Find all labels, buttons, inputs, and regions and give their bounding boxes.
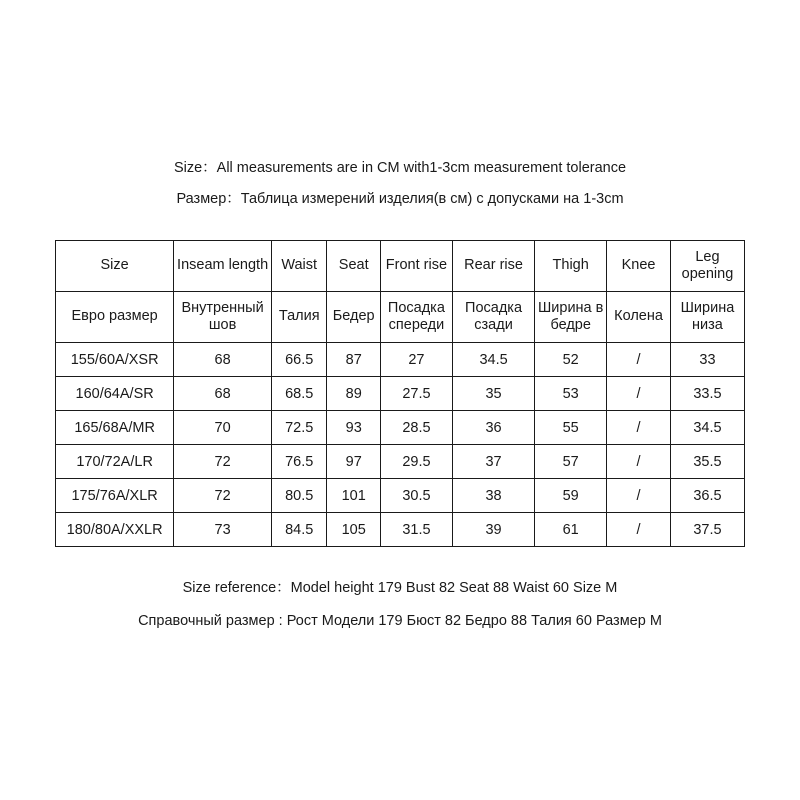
cell-inseam: 68 [174,343,272,377]
cell-front-rise: 29.5 [380,445,452,479]
cell-rear-rise: 38 [452,479,534,513]
column-header-front-rise-ru: Посадка спереди [380,292,452,343]
column-header-front-rise-en: Front rise [380,241,452,292]
cell-knee: / [607,513,671,547]
cell-leg-opening: 35.5 [670,445,744,479]
column-header-thigh-ru: Ширина в бедре [535,292,607,343]
cell-thigh: 57 [535,445,607,479]
column-header-rear-rise-en: Rear rise [452,241,534,292]
table-row [56,411,745,445]
cell-inseam: 72 [174,445,272,479]
cell-waist: 76.5 [271,445,327,479]
cell-inseam: 68 [174,377,272,411]
header-block [0,158,800,210]
table-header-row-russian [56,292,745,343]
table-row [56,513,745,547]
column-header-knee-ru: Колена [607,292,671,343]
cell-size: 165/68A/MR [56,411,174,445]
cell-rear-rise: 35 [452,377,534,411]
cell-front-rise: 27 [380,343,452,377]
cell-thigh: 59 [535,479,607,513]
cell-waist: 72.5 [271,411,327,445]
cell-rear-rise: 37 [452,445,534,479]
cell-knee: / [607,377,671,411]
cell-knee: / [607,445,671,479]
cell-leg-opening: 37.5 [670,513,744,547]
column-header-inseam-ru: Внутренный шов [174,292,272,343]
column-header-knee-en: Knee [607,241,671,292]
table-row [56,479,745,513]
column-header-inseam-en: Inseam length [174,241,272,292]
column-header-seat-ru: Бедер [327,292,380,343]
cell-thigh: 53 [535,377,607,411]
size-table-container [55,240,745,547]
cell-size: 155/60A/XSR [56,343,174,377]
cell-inseam: 73 [174,513,272,547]
cell-rear-rise: 34.5 [452,343,534,377]
table-header-row-english [56,241,745,292]
footer-line-russian: Справочный размер : Рост Модели 179 Бюст 82 Бедро 88 Талия 60 Размер M [138,613,662,630]
cell-thigh: 52 [535,343,607,377]
size-table [55,240,745,547]
cell-seat: 97 [327,445,380,479]
cell-knee: / [607,479,671,513]
column-header-seat-en: Seat [327,241,380,292]
cell-leg-opening: 34.5 [670,411,744,445]
header-line-english: Size：All measurements are in CM with1-3cm measurement tolerance [173,160,627,176]
column-header-waist-en: Waist [271,241,327,292]
cell-seat: 89 [327,377,380,411]
cell-seat: 101 [327,479,380,513]
column-header-rear-rise-ru: Посадка сзади [452,292,534,343]
column-header-size-en: Size [56,241,174,292]
cell-knee: / [607,411,671,445]
cell-inseam: 72 [174,479,272,513]
cell-knee: / [607,343,671,377]
cell-inseam: 70 [174,411,272,445]
table-row [56,445,745,479]
cell-thigh: 61 [535,513,607,547]
cell-size: 175/76A/XLR [56,479,174,513]
cell-waist: 84.5 [271,513,327,547]
cell-thigh: 55 [535,411,607,445]
cell-seat: 105 [327,513,380,547]
table-row [56,377,745,411]
cell-leg-opening: 33 [670,343,744,377]
cell-size: 160/64A/SR [56,377,174,411]
column-header-leg-opening-ru: Ширина низа [670,292,744,343]
footer-line-english: Size reference：Model height 179 Bust 82 Seat 88 Waist 60 Size M [182,580,618,596]
cell-seat: 93 [327,411,380,445]
cell-waist: 68.5 [271,377,327,411]
header-line-russian: Размер：Таблица измерений изделия(в см) с допусками на 1-3cm [176,191,624,208]
column-header-leg-opening-en: Leg opening [670,241,744,292]
column-header-size-ru: Евро размер [56,292,174,343]
footer-block [0,578,800,632]
cell-waist: 80.5 [271,479,327,513]
cell-size: 180/80A/XXLR [56,513,174,547]
table-row [56,343,745,377]
cell-waist: 66.5 [271,343,327,377]
cell-front-rise: 30.5 [380,479,452,513]
cell-size: 170/72A/LR [56,445,174,479]
cell-front-rise: 28.5 [380,411,452,445]
cell-front-rise: 27.5 [380,377,452,411]
cell-leg-opening: 36.5 [670,479,744,513]
column-header-thigh-en: Thigh [535,241,607,292]
column-header-waist-ru: Талия [271,292,327,343]
cell-front-rise: 31.5 [380,513,452,547]
cell-rear-rise: 36 [452,411,534,445]
cell-seat: 87 [327,343,380,377]
cell-rear-rise: 39 [452,513,534,547]
cell-leg-opening: 33.5 [670,377,744,411]
